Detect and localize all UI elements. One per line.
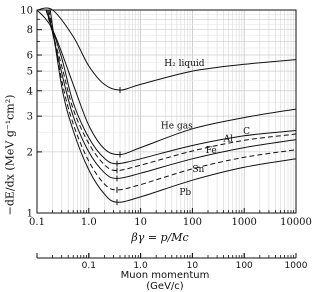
x-axis-label: βγ = p/Mc <box>131 231 189 244</box>
tick-labels <box>20 6 312 229</box>
series-label: Pb <box>179 187 192 198</box>
x-tick-label: 1.0 <box>80 217 97 228</box>
secondary-tick-label: 1000 <box>284 261 308 271</box>
x-tick-label: 1000 <box>231 217 257 228</box>
secondary-x-axis-ticks <box>37 253 296 258</box>
y-axis-label: −dE/dx (MeV g⁻¹cm²) <box>3 94 17 216</box>
series-labels <box>161 59 250 198</box>
x-tick-label: 0.1 <box>29 217 45 228</box>
curve-he-gas <box>37 10 296 155</box>
curve-h-liquid <box>37 8 296 90</box>
secondary-tick-label: 100 <box>235 261 253 271</box>
secondary-tick-label: 10 <box>186 261 199 271</box>
secondary-tick-label: 0.1 <box>81 261 96 271</box>
y-tick-label: 2 <box>26 147 33 159</box>
series-label: H₂ liquid <box>164 59 205 70</box>
y-tick-label: 4 <box>26 86 33 98</box>
y-tick-label: 8 <box>26 25 33 37</box>
y-tick-label: 5 <box>26 66 33 78</box>
y-tick-label: 1 <box>26 208 33 220</box>
series-label: C <box>243 126 251 137</box>
secondary-tick-label: 1.0 <box>133 261 148 271</box>
curves <box>37 8 296 202</box>
y-axis-label-wrap <box>2 55 18 255</box>
series-label: He gas <box>160 121 193 132</box>
y-tick-label: 3 <box>26 111 33 123</box>
series-label: Fe <box>205 145 217 156</box>
y-tick-label: 6 <box>26 50 33 62</box>
x-tick-label: 10 <box>134 217 147 228</box>
secondary-x-axis-label: Muon momentum (GeV/c) <box>120 270 210 292</box>
minimum-markers <box>117 87 120 205</box>
y-tick-label: 10 <box>20 5 33 17</box>
x-tick-label: 10000 <box>280 217 312 228</box>
series-label: Sn <box>192 164 205 175</box>
curve-pb <box>50 10 296 202</box>
x-tick-label: 100 <box>182 217 202 228</box>
series-label: Al <box>223 134 233 145</box>
